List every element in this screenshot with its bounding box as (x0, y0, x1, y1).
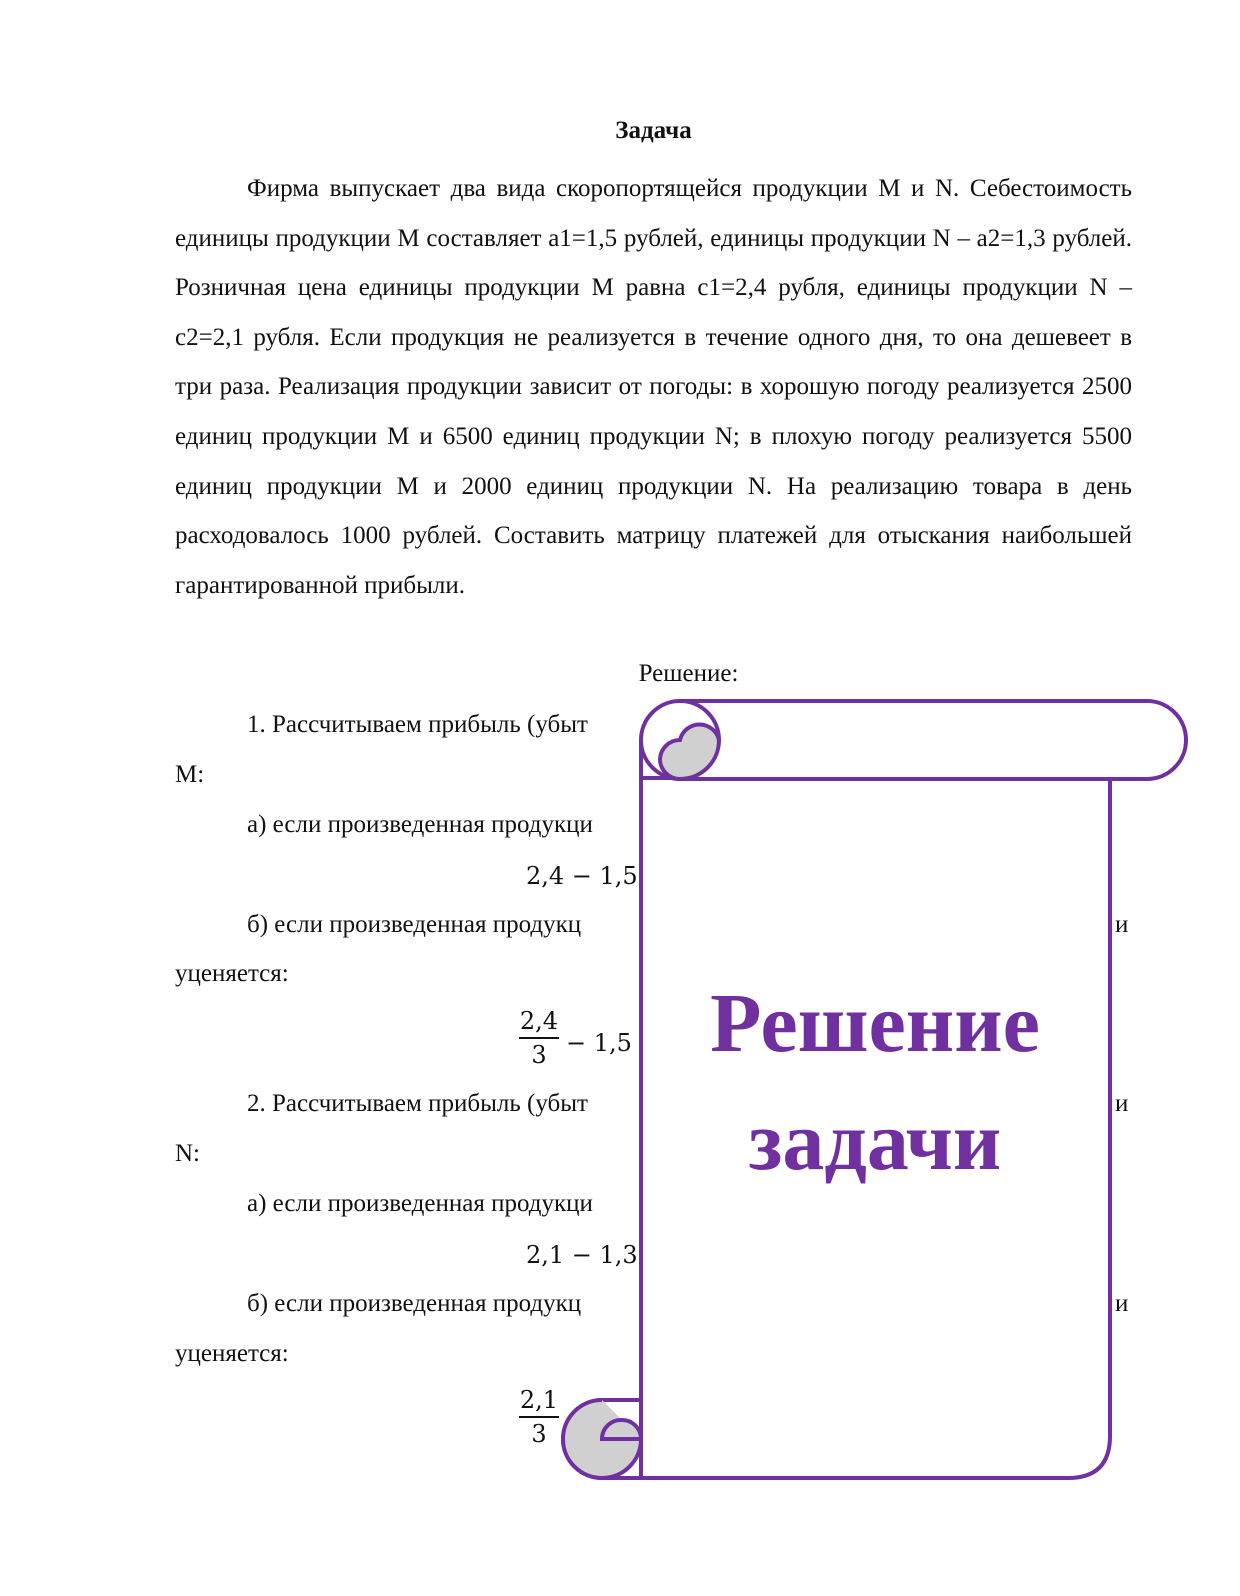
step2-text-end: и (1115, 1090, 1129, 1117)
fraction-denominator: 3 (531, 1041, 547, 1069)
step2-text: 2. Рассчитываем прибыль (убыт (247, 1090, 588, 1117)
step1-formula-b-rest: − 1,5 (566, 1029, 632, 1057)
step2-case-b-end: и (1115, 1290, 1129, 1317)
step1-formula-a: 2,4 − 1,5 (526, 862, 638, 890)
problem-text: Фирма выпускает два вида скоропортящейся продукции M и N. Себестоимость единицы продукции M составляет a1=1,5 рублей, единицы продукции N – a2=1,3 рублей. Розничная цена единицы продукции M равна c1=2,4 рубля, единицы продукции N – c2=2,1 рубля. Если продукция не реализуется в течение одного дня, то она дешевеет в три раза. Реализация продукции зависит от погоды: в хорошую погоду реализуется 2500 единиц продукции M и 6500 единиц продукции N; в плохую погоду реализуется 5500 единиц продукции M и 2000 единиц продукции N. На реализацию товара в день расходовалось 1000 рублей. Составить матрицу платежей для отыскания наибольшей гарантированной прибыли. (175, 175, 1132, 599)
step1-case-a: а) если произведенная продукци (247, 811, 593, 838)
step2-case-b: б) если произведенная продукц (247, 1290, 582, 1317)
step2-formula-a: 2,1 − 1,3 (526, 1241, 638, 1269)
scroll-caption-line2: задачи (748, 1095, 1002, 1188)
step1-case-b-continuation: уценяется: (175, 960, 289, 987)
scroll-top-roll (641, 701, 1186, 779)
scroll-caption-line1: Решение (710, 977, 1040, 1070)
step1-text: 1. Рассчитываем прибыль (убыт (247, 711, 588, 738)
fraction-numerator: 2,1 (519, 1386, 559, 1418)
step2-case-a: а) если произведенная продукци (247, 1190, 593, 1217)
scroll-caption (660, 965, 1090, 1201)
fraction-numerator: 2,4 (519, 1007, 559, 1039)
problem-title: Задача (615, 117, 692, 144)
fraction-denominator: 3 (531, 1420, 547, 1448)
solution-heading: Решение: (638, 660, 739, 687)
step1-case-b: б) если произведенная продукц (247, 911, 582, 938)
step1-continuation: M: (175, 761, 205, 788)
step2-continuation: N: (175, 1140, 200, 1167)
step2-case-b-continuation: уценяется: (175, 1340, 289, 1367)
step1-case-b-end: и (1115, 911, 1129, 938)
